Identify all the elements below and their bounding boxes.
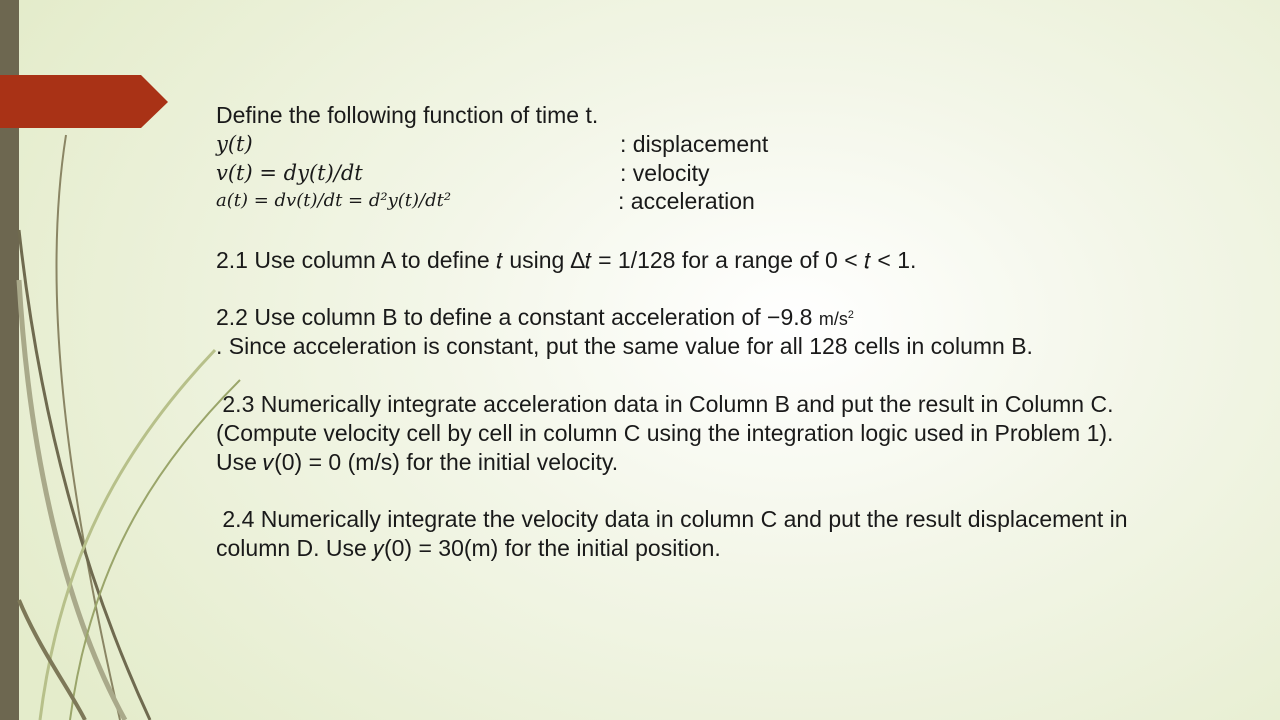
- definitions-intro: Define the following function of time t.: [216, 102, 599, 128]
- step-2-4-line2: column D. Use 𝑦(0) = 30(m) for the initial position.: [216, 535, 721, 561]
- def-expr-acceleration: a(𝑡) = 𝑑𝑣(𝑡)/𝑑𝑡 = 𝑑²𝑦(𝑡)/𝑑𝑡²: [216, 190, 452, 211]
- step-2-2-unit-base: m/s: [818, 309, 848, 329]
- step-2-2-unit-exponent: 2: [847, 309, 854, 321]
- title-ribbon: [0, 75, 170, 129]
- def-expr-displacement: 𝑦(𝑡): [216, 132, 253, 156]
- step-2-3-line1: 2.3 Numerically integrate acceleration data in Column B and put the result in Column C.: [216, 391, 1114, 417]
- step-2-2-text: 2.2 Use column B to define a constant acceleration of −9.8: [216, 304, 813, 330]
- step-2-2-line2: . Since acceleration is constant, put the same value for all 128 cells in column B.: [216, 333, 1033, 359]
- step-2-2-line1: [216, 302, 854, 332]
- step-2-3-line2: (Compute velocity cell by cell in column C using the integration logic used in Problem 1).: [216, 420, 1114, 446]
- step-2-1: 2.1 Use column A to define 𝑡 using ∆𝑡 = 1/128 for a range of 0 < 𝑡 < 1.: [216, 247, 917, 273]
- def-expr-velocity: 𝑣(𝑡) = 𝑑𝑦(𝑡)/𝑑𝑡: [216, 161, 363, 185]
- step-2-4-line1: 2.4 Numerically integrate the velocity data in column C and put the result displacement in: [216, 506, 1128, 532]
- def-desc-displacement: : displacement: [620, 131, 769, 157]
- step-2-2-unit: [819, 309, 854, 329]
- step-2-3-line3: Use 𝑣(0) = 0 (m/s) for the initial velocity.: [216, 449, 619, 475]
- def-desc-acceleration: : acceleration: [618, 188, 755, 214]
- def-desc-velocity: : velocity: [620, 160, 710, 186]
